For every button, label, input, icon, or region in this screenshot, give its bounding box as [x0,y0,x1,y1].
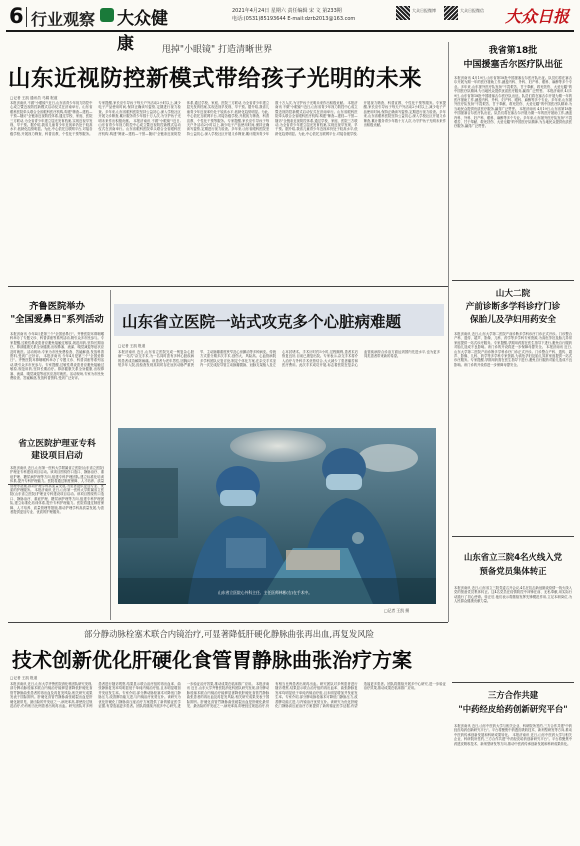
contact-line: 电话:(0531)85193644 E-mail:dzrb2013@163.com [232,16,356,22]
mid-right-divider [448,42,449,622]
header-rule [6,30,574,32]
right-article-1-text-3: 本报济南讯 4月19日,山东省第18批中国援塞舌尔医疗队出征。队员们将在塞舌尔开展为期一年的医疗援助工作,涵盖内科、外科、妇产科、眼科、麻醉等多个专业。多年来,山东援外医疗队发扬"不畏艰苦、甘于奉献、救死扶伤、大爱无疆"的中国医疗队精神,为当地民众提供优质医疗服务,赢得广泛赞誉。 [454,106,572,129]
photo-caption: 山东省立医院心外科主任、主任医师林彬(右)在手术中。 [218,590,313,595]
right-rule-2 [452,536,574,537]
mid-body [118,350,440,424]
header-divider [26,7,27,27]
mid-feature [114,290,444,620]
left-article-1-title: 齐鲁医院举办 "全国爱鼻日"系列活动 [10,301,104,325]
brand-mark-icon [100,8,114,22]
right-article-1-title: 我省第18批 中国援塞舌尔医疗队出征 [463,46,563,70]
lead-rule [8,286,448,287]
brand-name: 大众健康 [117,9,168,54]
right-article-1-text-2: 本报济南讯 4月19日,山东省第18批中国援塞舌尔医疗队出征。队员们将在塞舌尔开展为期一年的医疗援助工作,涵盖内科、外科、妇产科、眼科、麻醉等多个专业。多年来,山东援外医疗队发扬"不畏艰苦、甘于奉献、救死扶伤、大爱无疆"的中国医疗队精神,为当地民众提供优质医疗服务,赢得广泛赞誉。 [454,89,572,111]
right-article-3-body [454,586,572,682]
qr-weibo-label: 大众日报微博 [412,8,436,13]
right-article-4-text-2: 本报济南讯 近日,山东中医药大学与相关企业、科研院所签约,三方合作共建"中药经皮给药创新研究平台"。平台将聚焦中药透皮吸收技术、新剂型研发等方向,推动中医药传承创新发展和科研成果转化。 [454,732,572,746]
right-article-4-body [454,724,572,840]
qr-weixin[interactable] [444,6,458,20]
section-name: 行业观察 [31,10,96,29]
left-col-divider [110,290,111,620]
lead-body-text-2: 本报济南讯 不做"小眼镜"!近日,山东省青少年视力防控中心成立暨近视防控新模式启动仪式在济南举行。山东省眼科医院牵头联合全省眼科医疗机构,构建"筛查—建档—干预—随访"全链条近视防控体系,通过学校、家庭、医院三方联动,为全省青少年建立屈光发育档案,实现近视早发现、早干预。据介绍,我省儿童青少年近视率仍处于较高水平,低龄化趋势明显。为此,中心依托互联网平台,对接各级学校,开展视力筛查、科普宣教、个性化干预等服务。专家提醒,家长应引导孩子每天户外活动2小时以上,减少电子产品使用时间,保持正确读写姿势,定期进行视力检查。多年来,山东省眼科医院坚持公益初心,深入学校社区开展义诊筛查,累计服务青少年数十万人次,为守护孩子光明未来作出积极贡献。 [98,101,347,136]
right-article-2-text-2: 本报济南讯 近日,山东大学第二医院产前诊断多学科诊疗门诊正式开诊。门诊整合产科、遗传、超声、影像、儿科、药学等多学科专家资源,为高危孕妇及胎儿异常家庭提供一站式诊疗服务。专家提醒,孕期用药需在医生指导下进行,避免自行服药对胎儿造成不良影响。该门诊的开设将进一步保障母婴安全。 [454,345,572,367]
left-article-2-body [10,466,104,614]
left-article-2-text-2: 本报济南讯 近日,山东第一医科大学附属省立医院(山东省立医院)护理亚专科建设项目启动。该项目围绕伤口造口、静脉治疗、重症护理、糖尿病护理等方向,组建专科护理团队,建立标准化培训体系,提升专科护理能力。医院将通过制度保障、人才培养、质量管理等措施,推动护理学科高质量发展,为患者提供更加专业、优质的护理服务。 [10,488,104,515]
bottom-rule [8,622,448,623]
bottom-kicker: 部分静动脉栓塞术联合内镜治疗,可显著降低肝硬化静脉曲张再出血,再复发风险 [83,629,375,639]
lead-title: 山东近视防控新模式带给孩子光明的未来 [8,66,423,92]
right-article-4-text: 本报济南讯 近日,山东中医药大学与相关企业、科研院所签约,三方合作共建"中药经皮给药创新研究平台"。平台将聚焦中药透皮吸收技术、新剂型研发等方向,推动中医药传承创新发展和科研成果转化。 [454,724,572,737]
surgery-photo [118,428,436,604]
right-column [452,40,574,840]
bottom-body [10,682,446,840]
lead-byline: □记者 王凯 通讯员 马娟 报道 [10,96,58,100]
photo-credit: □记者 王凯 摄 [384,608,409,613]
right-article-1-text: 本报济南讯 4月19日,山东省第18批中国援塞舌尔医疗队出征。队员们将在塞舌尔开展为期一年的医疗援助工作,涵盖内科、外科、妇产科、眼科、麻醉等多个专业。多年来,山东援外医疗队发扬"不畏艰苦、甘于奉献、救死扶伤、大爱无疆"的中国医疗队精神,为当地民众提供优质医疗服务,赢得广泛赞誉。 [454,76,572,94]
right-article-2-title: 山大二院 产前诊断多学科诊疗门诊 保胎儿及孕妇用药安全 [465,289,561,325]
dateline: 2021年4月24日 星期六 责任编辑 宋 文 第233期 [232,8,342,14]
right-article-3-text: 本报济南讯 近日,山东省立三院党委召开会议,4名在抗击新冠肺炎疫情一线火线入党的预备党员集体转正。这4名党员在疫情防控中冲锋在前、无私奉献,用实际行动践行了初心使命。转正后,他们表示将继续发挥先锋模范作用,立足本职岗位,为人民群众健康贡献力量。 [454,586,572,604]
left-article-1-text-2: 本报济南讯 今年4月是第三个"全国爱鼻日"。齐鲁医院耳鼻咽喉科举办了专题义诊、科普讲座等系列活动,吸引众多市民参与。专家提醒,过敏性鼻炎患者应避免接触过敏原,规范用药,坚持长期治疗。鼻部健康关系全身健康,出现鼻塞、流涕、嗅觉减退等症状应及时就医。活动现场,专家为市民免费检查、答疑解惑,发放科普资料,受到广泛好评。 [10,354,104,381]
right-rule-1 [452,280,574,281]
right-article-1-body [454,76,572,276]
right-article-2-text: 本报济南讯 近日,山东大学第二医院产前诊断多学科诊疗门诊正式开诊。门诊整合产科、遗传、超声、影像、儿科、药学等多学科专家资源,为高危孕妇及胎儿异常家庭提供一站式诊疗服务。专家提醒,孕期用药需在医生指导下进行,避免自行服药对胎儿造成不良影响。该门诊的开设将进一步保障母婴安全。 [454,332,572,350]
right-article-3-title: 山东省立三院4名火线入党 预备党员集体转正 [464,552,562,576]
left-article-1-text: 本报济南讯 今年4月是第三个"全国爱鼻日"。齐鲁医院耳鼻咽喉科举办了专题义诊、科普讲座等系列活动,吸引众多市民参与。专家提醒,过敏性鼻炎患者应避免接触过敏原,规范用药,坚持长期治疗。鼻部健康关系全身健康,出现鼻塞、流涕、嗅觉减退等症状应及时就医。活动现场,专家为市民免费检查、答疑解惑,发放科普资料,受到广泛好评。 [10,332,104,359]
mid-body-text: 本报济南讯 近日,山东省立医院完成一例复杂心脏病"一站式"杂交手术,为一名同时患有多种心脏疾病的患者成功解除病痛。该患者为老年男性,因胸闷气短多年入院,经检查发现其同时存在冠状动脉严重狭窄、主动脉瓣重度狭窄及心房颤动等多种病变。传统方式需分期多次手术,创伤大、风险高。心血管病院多学科团队反复讨论,制定个体化方案,在杂交手术室内一次完成经导管主动脉瓣置换、冠脉支架植入及左心耳封堵术。手术历时约3小时,过程顺利,患者术后恢复良好,目前已康复出院。专家表示,杂交手术将介入治疗与外科手术优势结合,大大减少了患者痛苦和医疗费用。此次手术成功开展,标志着医院在复杂心血管疾病综合诊治方面达到国内先进水平,也为更多同类患者带来新的希望。 [118,350,440,368]
bottom-body-text: 本报济南讯 近日,山东大学齐鲁医院消化科团队研究发现,部分脾动脉栓塞术联合内镜治疗能够显著降低肝硬化食管胃静脉曲张患者的再出血及再复发风险,相关研究成果发表于国际期刊。肝硬化食管胃静脉曲张破裂出血是肝硬化最常见、最凶险的并发症之一,病死率高,即使经过规范治疗,仍有相当比例患者出现再出血。研究团队对多例患者进行随访观察,结果显示联合治疗组的再出血率、曲张静脉复发率均明显低于单纯内镜治疗组,且未明显增加并发症发生率。专家介绍,部分脾动脉栓塞术可降低门静脉压力,改善脾功能亢进,与内镜治疗优势互补。该研究为优化肝硬化门静脉高压症治疗方案提供了新的循证医学证据,有望造福更多患者。团队将继续开展多中心研究,进一步验证治疗效果,推动成果在临床推广应用。 [10,682,255,709]
right-rule-3 [452,682,574,683]
left-column [8,290,106,620]
brand-logo [100,4,184,54]
bottom-title: 技术创新优化肝硬化食管胃静脉曲张治疗方案 [12,648,412,672]
qr-weibo[interactable] [396,6,410,20]
dazhong-ribao-logo: 大众日报 [505,7,570,26]
surgery-photo-illustration [118,428,436,604]
page-number: 6 [9,4,24,28]
right-article-2-body [454,332,572,532]
lead-body-text: 本报济南讯 不做"小眼镜"!近日,山东省青少年视力防控中心成立暨近视防控新模式启动仪式在济南举行。山东省眼科医院牵头联合全省眼科医疗机构,构建"筛查—建档—干预—随访"全链条近视防控体系,通过学校、家庭、医院三方联动,为全省青少年建立屈光发育档案,实现近视早发现、早干预。据介绍,我省儿童青少年近视率仍处于较高水平,低龄化趋势明显。为此,中心依托互联网平台,对接各级学校,开展视力筛查、科普宣教、个性化干预等服务。专家提醒,家长应引导孩子每天户外活动2小时以上,减少电子产品使用时间,保持正确读写姿势,定期进行视力检查。多年来,山东省眼科医院坚持公益初心,深入学校社区开展义诊筛查,累计服务青少年数十万人次,为守护孩子光明未来作出积极贡献。 [10,101,181,136]
left-article-2-text: 本报济南讯 近日,山东第一医科大学附属省立医院(山东省立医院)护理亚专科建设项目启动。该项目围绕伤口造口、静脉治疗、重症护理、糖尿病护理等方向,组建专科护理团队,建立标准化培训体系,提升专科护理能力。医院将通过制度保障、人才培养、质量管理等措施,推动护理学科高质量发展,为患者提供更加专业、优质的护理服务。 [10,466,104,493]
qr-weixin-label: 大众日报微信 [460,8,484,13]
left-article-2-title: 省立医院护理亚专科 建设项目启动 [18,439,96,461]
bottom-byline: □记者 王凯 报道 [10,676,38,680]
mid-title: 山东省立医院一站式攻克多个心脏病难题 [122,313,402,331]
right-article-4-title: 三方合作共建 "中药经皮给药创新研究平台" [458,690,568,714]
lead-body-text-3: 本报济南讯 不做"小眼镜"!近日,山东省青少年视力防控中心成立暨近视防控新模式启动仪式在济南举行。山东省眼科医院牵头联合全省眼科医疗机构,构建"筛查—建档—干预—随访"全链条近视防控体系,通过学校、家庭、医院三方联动,为全省青少年建立屈光发育档案,实现近视早发现、早干预。据介绍,我省儿童青少年近视率仍处于较高水平,低龄化趋势明显。为此,中心依托互联网平台,对接各级学校,开展视力筛查、科普宣教、个性化干预等服务。专家提醒,家长应引导孩子每天户外活动2小时以上,减少电子产品使用时间,保持正确读写姿势,定期进行视力检查。多年来,山东省眼科医院坚持公益初心,深入学校社区开展义诊筛查,累计服务青少年数十万人次,为守护孩子光明未来作出积极贡献。 [275,101,446,136]
bottom-body-text-2: 本报济南讯 近日,山东大学齐鲁医院消化科团队研究发现,部分脾动脉栓塞术联合内镜治疗能够显著降低肝硬化食管胃静脉曲张患者的再出血及再复发风险,相关研究成果发表于国际期刊。肝硬化食管胃静脉曲张破裂出血是肝硬化最常见、最凶险的并发症之一,病死率高,即使经过规范治疗,仍有相当比例患者出现再出血。研究团队对多例患者进行随访观察,结果显示联合治疗组的再出血率、曲张静脉复发率均明显低于单纯内镜治疗组,且未明显增加并发症发生率。专家介绍,部分脾动脉栓塞术可降低门静脉压力,改善脾功能亢进,与内镜治疗优势互补。该研究为优化肝硬化门静脉高压症治疗方案提供了新的循证医学证据,有望造福更多患者。团队将继续开展多中心研究,进一步验证治疗效果,推动成果在临床推广应用。 [186,682,446,709]
mid-byline: □记者 王凯 报道 [118,344,146,348]
lead-kicker: 甩掉"小眼镜" 打造清晰世界 [161,45,273,55]
lead-body [10,101,446,283]
